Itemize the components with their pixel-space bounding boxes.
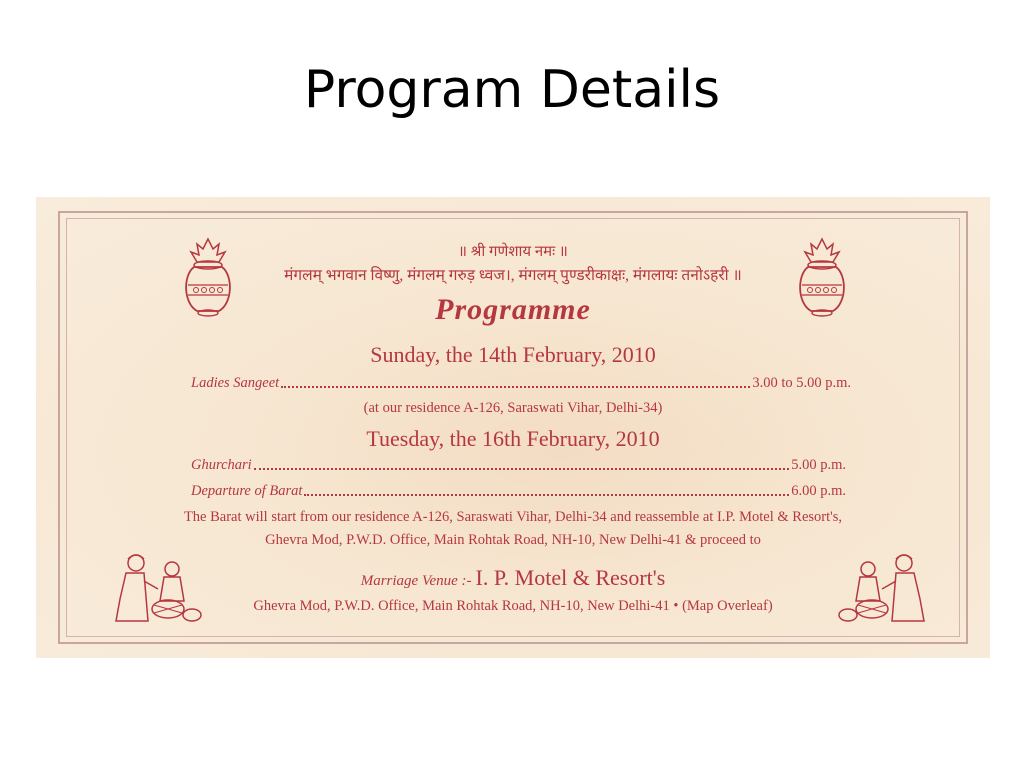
event-name: Ladies Sangeet — [191, 375, 280, 391]
mantra-text: मंगलम् भगवान विष्णु, मंगलम् गरुड़ ध्वज।, मंगलम् पुण्डरीकाक्षः, मंगलायः तनोऽहरी ॥ — [284, 267, 742, 284]
event-time: 6.00 p.m. — [791, 483, 846, 499]
venue-label: Marriage Venue :- — [360, 573, 472, 589]
day2-date: Tuesday, the 16th February, 2010 — [366, 426, 660, 451]
day1-date: Sunday, the 14th February, 2010 — [370, 342, 656, 367]
barat-note-line-2: Ghevra Mod, P.W.D. Office, Main Rohtak Road, NH-10, New Delhi-41 & proceed to — [265, 532, 761, 548]
dotted-leader — [254, 467, 790, 470]
venue-name: I. P. Motel & Resort's — [475, 565, 666, 590]
event-row-ladies-sangeet — [191, 375, 851, 392]
invocation-text: ॥ श्री गणेशाय नमः ॥ — [458, 244, 568, 260]
dotted-leader — [304, 493, 789, 496]
dotted-leader — [281, 385, 750, 388]
programme-heading: Programme — [435, 293, 591, 326]
slide-title: Program Details — [303, 60, 721, 120]
barat-note-line-1: The Barat will start from our residence A-126, Saraswati Vihar, Delhi-34 and reassemble at I.P. Motel & Resort's, — [183, 509, 843, 525]
event-name: Departure of Barat — [191, 483, 303, 499]
event-row-ghurchari — [191, 457, 846, 474]
day1-venue-note: (at our residence A-126, Saraswati Vihar, Delhi-34) — [363, 400, 663, 416]
event-row-departure-of-barat — [191, 483, 846, 500]
musicians-icon — [836, 549, 932, 629]
invitation-card-image — [36, 197, 990, 658]
event-time: 5.00 p.m. — [791, 457, 846, 473]
event-name: Ghurchari — [191, 457, 252, 473]
venue-address: Ghevra Mod, P.W.D. Office, Main Rohtak Road, NH-10, New Delhi-41 • (Map Overleaf) — [253, 598, 773, 614]
event-time: 3.00 to 5.00 p.m. — [752, 375, 851, 391]
musicians-icon — [108, 549, 204, 629]
